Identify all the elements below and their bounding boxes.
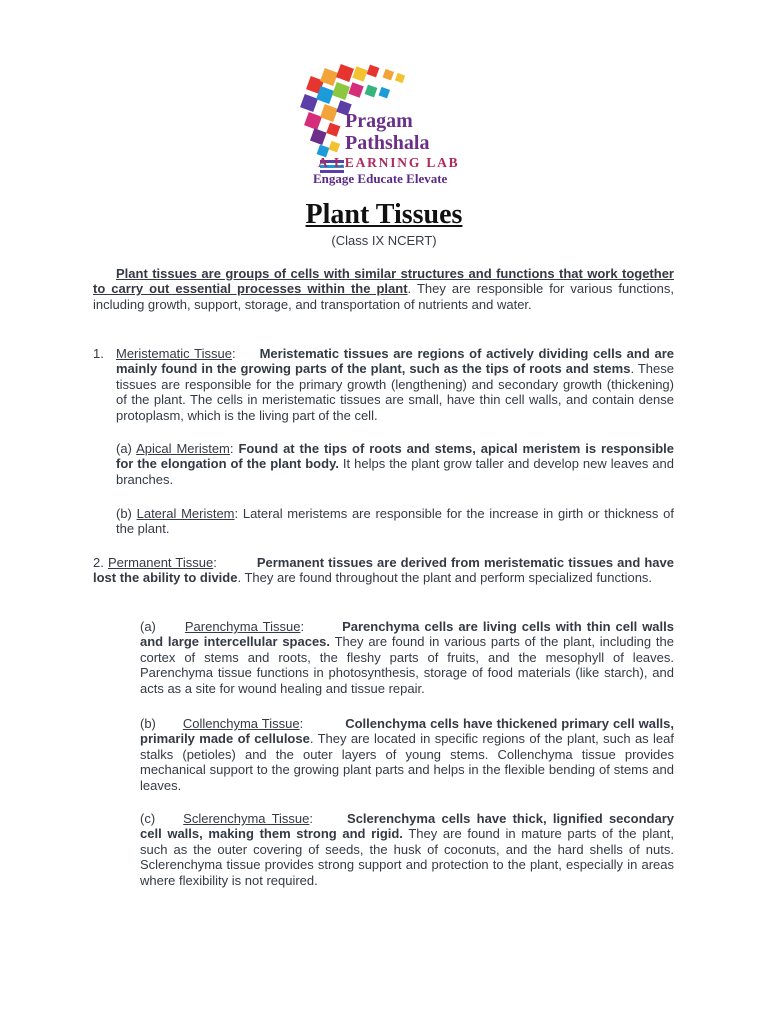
intro-definition: Plant tissues are groups of cells with similar structures and functions that work together to carry out essential processes within the plant (93, 266, 674, 297)
lateral-meristem-text: : Lateral meristems are responsible for the increase in girth or thickness of the plant. (116, 506, 674, 537)
logo-tagline: A LEARNING LAB (318, 155, 460, 170)
collenchyma-term: Collenchyma Tissue (182, 716, 300, 731)
logo-name-line1: Pragam (345, 110, 413, 132)
sclerenchyma-term: Sclerenchyma Tissue (183, 811, 310, 826)
apical-meristem-paragraph: (a) Apical Meristem: Found at the tips of roots and stems, apical meristem is responsible for the elongation of the plant body. It helps the plant grow taller and develop new leaves and branches. (116, 441, 674, 487)
parenchyma-term: Parenchyma Tissue (184, 619, 301, 634)
collenchyma-definition: Collenchyma cells have thickened primary cell walls, primarily made of cellulose (140, 716, 675, 747)
collenchyma-paragraph: (b) Collenchyma Tissue: Collenchyma cells have thickened primary cell walls, primarily made of cellulose. They are located in specific regions of the plant, such as leaf stalks (petioles) and the outer layers of young stems. Collenchyma tissue provides mechanical support to the growing plant parts and helps in the flexible bending of stems and leaves. (140, 716, 675, 793)
sclerenchyma-text: They are found in mature parts of the plant, such as the outer covering of seeds, the husk of coconuts, and the hard shells of nuts. Sclerenchyma tissue provides strong support and protection to the plant, especially in areas where flexibility is not required. (140, 826, 674, 888)
intro-text: . They are responsible for various functions, including growth, support, storage, and transportation of nutrients and water. (93, 281, 674, 312)
page-subtitle: (Class IX NCERT) (331, 233, 437, 248)
intro-paragraph (93, 266, 674, 312)
page-title: Plant Tissues (305, 199, 463, 230)
logo-name-line2: Pathshala (345, 132, 430, 154)
apical-meristem-text: It helps the plant grow taller and develop new leaves and branches. (116, 456, 674, 487)
apical-meristem-term: Apical Meristem (136, 441, 230, 456)
permanent-tissue-term: Permanent Tissue (107, 555, 214, 570)
sclerenchyma-definition: Sclerenchyma cells have thick, lignified secondary cell walls, making them strong and rigid. (140, 811, 674, 842)
parenchyma-text: They are found in various parts of the plant, including the cortex of stems and roots, the fleshy parts of fruits, and the mesophyll of leaves. Parenchyma tissue functions in photosynthesis, storage of food materials (like starch), and acts as a site for wound healing and tissue repair. (140, 634, 674, 696)
meristematic-definition: Meristematic tissues are regions of actively dividing cells and are mainly found in the growing parts of the plant, such as the tips of roots and stems (116, 346, 674, 377)
meristematic-paragraph: Meristematic Tissue: Meristematic tissues are regions of actively dividing cells and are mainly found in the growing parts of the plant, such as the tips of roots and stems. These tissues are responsible for the primary growth (lengthening) and secondary growth (thickening) of the plant. The cells in meristematic tissues are small, have thin cell walls, and contain dense protoplasm, which is the living part of the cell. (116, 346, 674, 423)
section-number: 1. (93, 346, 104, 361)
permanent-tissue-definition: Permanent tissues are derived from meristematic tissues and have lost the ability to divide (93, 555, 674, 586)
lateral-meristem-term: Lateral Meristem (136, 506, 235, 521)
permanent-tissue-paragraph: 2. Permanent Tissue: Permanent tissues are derived from meristematic tissues and have lost the ability to divide. They are found throughout the plant and perform specialized functions. (93, 555, 674, 586)
apical-meristem-definition: Found at the tips of roots and stems, apical meristem is responsible for the elongation of the plant body. (116, 441, 674, 472)
meristematic-text: . These tissues are responsible for the primary growth (lengthening) and secondary growth (thickening) of the plant. The cells in meristematic tissues are small, have thin cell walls, and contain dense protoplasm, which is the living part of the cell. (116, 361, 674, 423)
meristematic-term: Meristematic Tissue (116, 346, 232, 361)
parenchyma-definition: Parenchyma cells are living cells with thin cell walls and large intercellular spaces. (140, 619, 674, 650)
permanent-tissue-text: . They are found throughout the plant and perform specialized functions. (237, 570, 653, 586)
sclerenchyma-paragraph: (c) Sclerenchyma Tissue: Sclerenchyma cells have thick, lignified secondary cell walls, making them strong and rigid. They are found in mature parts of the plant, such as the outer covering of seeds, the husk of coconuts, and the hard shells of nuts. Sclerenchyma tissue provides strong support and protection to the plant, especially in areas where flexibility is not required. (140, 811, 674, 888)
logo-slogan: Engage Educate Elevate (313, 171, 448, 186)
lateral-meristem-paragraph: (b) Lateral Meristem: Lateral meristems are responsible for the increase in girth or thickness of the plant. (116, 506, 674, 537)
parenchyma-paragraph: (a) Parenchyma Tissue: Parenchyma cells are living cells with thin cell walls and large intercellular spaces. They are found in various parts of the plant, including the cortex of stems and roots, the fleshy parts of fruits, and the mesophyll of leaves. Parenchyma tissue functions in photosynthesis, storage of food materials (like starch), and acts as a site for wound healing and tissue repair. (140, 619, 674, 696)
collenchyma-text: . They are located in specific regions of the plant, such as leaf stalks (petioles) and the outer layers of young stems. Collenchyma tissue provides mechanical support to the growing plant parts and helps in the flexible bending of stems and leaves. (140, 731, 674, 793)
